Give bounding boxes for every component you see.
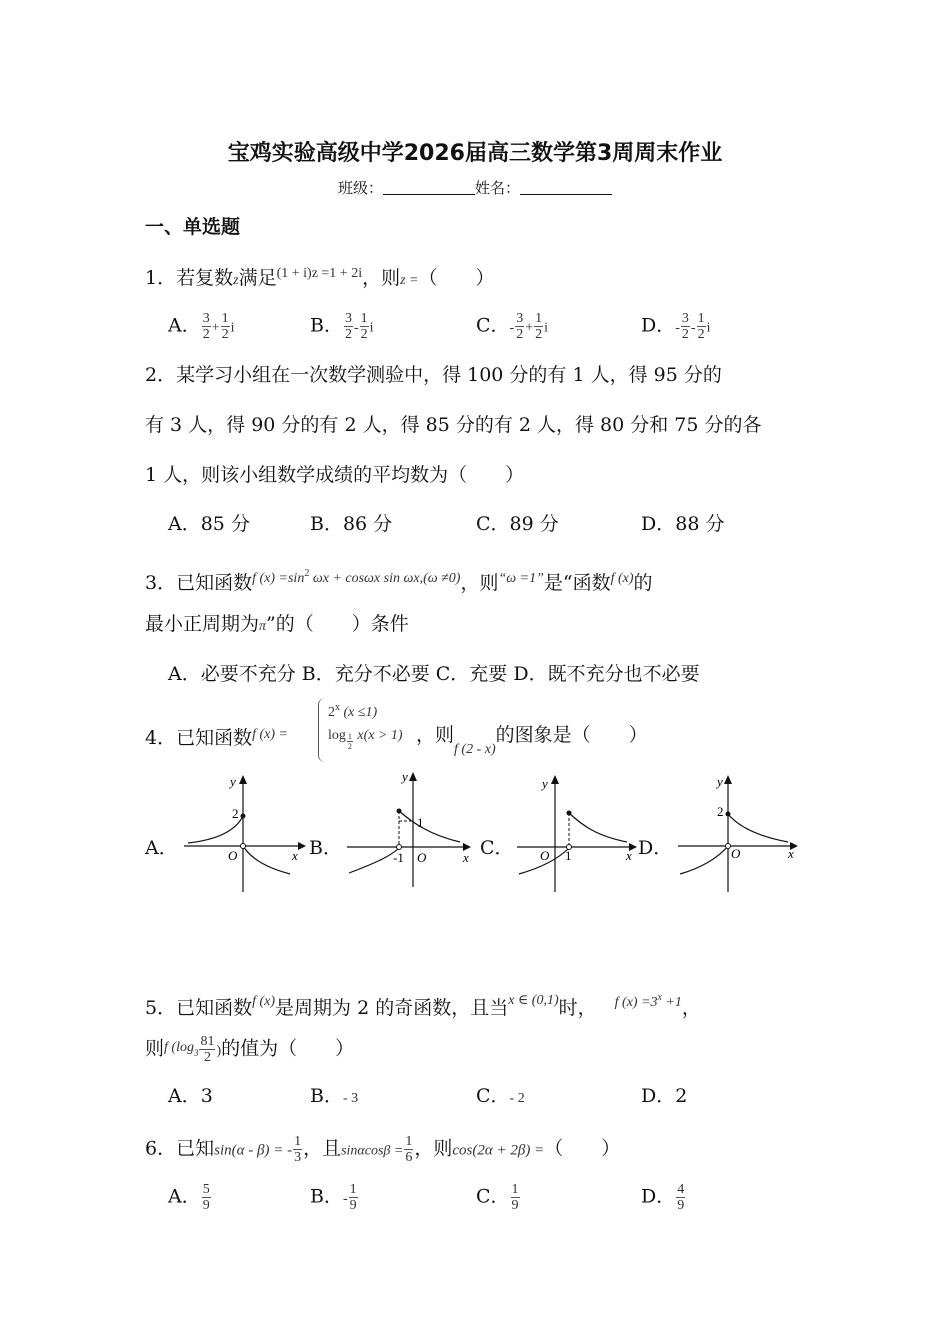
numerator: 3 — [202, 311, 210, 326]
option-c[interactable]: C．89 分 — [476, 513, 559, 535]
q-text: ，则 — [362, 267, 401, 289]
origin-label: O — [731, 846, 741, 861]
math-sign: - — [675, 320, 680, 336]
denominator: 2 — [344, 327, 352, 342]
math-operator: - — [353, 320, 359, 336]
math-fraction — [511, 1182, 520, 1213]
q-text: 已知 — [176, 1137, 215, 1160]
math-fraction — [534, 311, 543, 342]
option-d[interactable]: D．88 分 — [641, 513, 725, 535]
open-point — [726, 844, 731, 849]
q-text: 的 — [633, 572, 653, 594]
math-function-def: f (x) =sin2 ωx + cosωx sin ωx,(ω ≠0) — [252, 568, 461, 586]
numerator: 1 — [535, 311, 543, 326]
question-number: 4． — [145, 727, 177, 749]
graph-c[interactable] — [515, 770, 645, 895]
q-text: ，则 — [460, 572, 499, 594]
curve-right — [399, 811, 460, 842]
option-c[interactable] — [476, 1182, 521, 1213]
math-operator: + — [211, 320, 220, 336]
option-label: D． — [641, 314, 676, 337]
y-axis-arrow-icon — [724, 775, 732, 784]
numerator: 4 — [677, 1182, 685, 1197]
q-text: 最小正周期为 — [145, 613, 260, 635]
option-label: A． — [168, 1185, 201, 1208]
question-2-line-3: 1 人，则该小组数学成绩的平均数为（ ） — [145, 464, 525, 486]
origin-label: O — [228, 848, 238, 863]
option-a[interactable] — [168, 1182, 212, 1213]
math-function: f (x) = — [252, 727, 288, 742]
closed-point — [567, 811, 572, 816]
q-text: （ ） — [418, 267, 495, 289]
option-a[interactable] — [168, 311, 235, 342]
denominator: 2 — [360, 327, 368, 342]
denominator: 2 — [202, 327, 210, 342]
graph-b[interactable] — [345, 765, 475, 890]
q-text: 的值为（ ） — [221, 1037, 355, 1060]
option-c[interactable] — [476, 1083, 525, 1112]
name-label: 姓名： — [475, 179, 521, 197]
option-d[interactable] — [641, 311, 710, 342]
denominator: 2 — [535, 327, 543, 342]
x-label: x — [626, 848, 632, 863]
student-info — [0, 177, 950, 198]
tick-label-neg-1: -1 — [393, 850, 404, 865]
q-text: 则 — [145, 1037, 165, 1060]
numerator: 3 — [344, 311, 352, 326]
math-expression: f (log3 — [164, 1039, 199, 1058]
q-text: 已知函数 — [176, 997, 253, 1019]
numerator: 3 — [516, 311, 524, 326]
option-label: D． — [641, 1185, 676, 1208]
tick-label-2: 2 — [717, 804, 724, 819]
math-expression: sin(α - β) = - — [214, 1142, 293, 1159]
math-expression: sinαcosβ = — [341, 1143, 404, 1159]
q-text: 的图象是（ ） — [495, 724, 648, 746]
q-text: 已知函数 — [176, 572, 253, 594]
origin-label: O — [417, 850, 427, 865]
denominator: 2 — [697, 327, 705, 342]
denominator: 9 — [511, 1198, 519, 1213]
question-3-line-1 — [145, 561, 653, 596]
numerator: 1 — [697, 311, 705, 326]
math-fraction — [202, 1182, 211, 1213]
math-fraction — [202, 311, 211, 342]
option-b[interactable]: B． — [309, 837, 342, 859]
curve-right — [243, 846, 290, 874]
math-sign: - — [509, 320, 515, 336]
denominator: 2 — [221, 327, 229, 342]
q-text: ”的（ ）条件 — [266, 613, 409, 635]
option-c[interactable]: C． — [480, 837, 514, 859]
open-point — [241, 844, 246, 849]
q-text: ，则 — [414, 1137, 453, 1160]
option-b[interactable] — [310, 311, 374, 342]
class-label: 班级： — [337, 179, 383, 197]
option-label: C． — [476, 314, 510, 337]
math-pi: π — [259, 619, 267, 634]
q-text: 时， — [558, 997, 597, 1019]
curve-left — [680, 846, 728, 874]
option-a[interactable]: A．85 分 — [168, 513, 250, 535]
option-d[interactable] — [641, 1182, 686, 1213]
graph-a[interactable] — [180, 770, 310, 895]
denominator: 9 — [677, 1198, 685, 1213]
option-value: - 2 — [509, 1091, 525, 1106]
math-imaginary-unit: i — [544, 320, 549, 336]
origin-label: O — [540, 848, 550, 863]
math-fraction: $\frac{1}{6}$ — [405, 1134, 413, 1165]
math-function: f (2 - x) — [454, 742, 496, 757]
denominator: 2 — [516, 327, 524, 342]
option-label: C． — [476, 1085, 510, 1107]
q-text: 若复数 — [176, 267, 234, 289]
y-axis-arrow-icon — [551, 775, 559, 784]
math-expression: z = — [400, 273, 419, 288]
x-axis-arrow-icon — [298, 842, 306, 850]
question-1 — [145, 261, 495, 294]
y-axis-arrow-icon — [239, 775, 247, 784]
option-value: 2 — [675, 1085, 688, 1107]
q-text: ，则 — [416, 724, 455, 746]
math-sign: - — [342, 1191, 348, 1207]
numerator: 1 — [349, 1182, 357, 1197]
question-number: 1． — [145, 267, 177, 289]
y-label: y — [542, 776, 548, 791]
question-4 — [145, 722, 288, 751]
question-4-tail — [416, 722, 648, 763]
section-heading: 一、单选题 — [145, 216, 241, 238]
q-text: 是“函数 — [543, 572, 611, 594]
math-fraction: $\frac{1}{3}$ — [294, 1134, 302, 1165]
question-3-line-2 — [145, 611, 409, 640]
question-5-line-1 — [145, 985, 701, 1021]
math-fraction — [515, 311, 524, 342]
curve-right — [728, 814, 788, 842]
page-title: 宝鸡实验高级中学2026届高三数学第3周周末作业 — [227, 141, 723, 166]
option-a[interactable]: A． — [145, 837, 178, 859]
q-text: （ ） — [544, 1137, 621, 1160]
option-label: C． — [476, 1185, 510, 1208]
y-axis-arrow-icon — [409, 772, 417, 781]
curve-right — [569, 813, 627, 842]
option-b[interactable]: B．86 分 — [310, 513, 393, 535]
question-2-line-2: 有 3 人，得 90 分的有 2 人，得 85 分的有 2 人，得 80 分和 75 分的各 — [145, 414, 762, 436]
option-d[interactable] — [641, 1083, 687, 1109]
numerator: 5 — [202, 1182, 210, 1197]
option-label: D． — [641, 1085, 676, 1107]
numerator: 1 — [360, 311, 368, 326]
numerator: 1 — [511, 1182, 519, 1197]
math-operator: + — [525, 320, 534, 336]
y-label: y — [230, 774, 236, 789]
math-function: f (x) — [252, 994, 276, 1009]
option-label: B． — [310, 314, 343, 337]
option-value: - 3 — [342, 1091, 359, 1106]
question-5-line-2 — [145, 1034, 354, 1066]
q-text: 满足 — [238, 267, 277, 289]
option-b[interactable] — [310, 1182, 359, 1213]
closed-point — [241, 814, 246, 819]
closed-point — [397, 809, 402, 814]
question-6 — [145, 1134, 620, 1165]
tick-label-2: 2 — [232, 806, 239, 821]
math-paren: ) — [216, 1043, 222, 1059]
option-label: A． — [168, 1085, 201, 1107]
q-text: 是周期为 2 的奇函数，且当 — [275, 997, 509, 1019]
q-text: ， — [681, 997, 701, 1019]
x-label: x — [463, 850, 469, 865]
question-number: 3． — [145, 572, 177, 594]
tick-label-1: 1 — [565, 848, 572, 863]
math-fraction — [697, 311, 706, 342]
x-label: x — [292, 848, 298, 863]
name-blank[interactable] — [520, 180, 612, 195]
option-value: 3 — [200, 1085, 213, 1107]
question-number: 6． — [145, 1137, 177, 1160]
math-condition: x ∈ (0,1) — [508, 993, 559, 1008]
math-function-def: f (x) =3x +1 — [614, 992, 682, 1010]
math-imaginary-unit: i — [369, 320, 374, 336]
option-label: B． — [310, 1085, 343, 1107]
denominator: 9 — [202, 1198, 210, 1213]
question-2-line-1: 2．某学习小组在一次数学测验中，得 100 分的有 1 人，得 95 分的 — [145, 364, 722, 386]
piecewise-case-2: log $\frac{1}{2}$ x(x > 1) — [328, 728, 403, 751]
math-imaginary-unit: i — [230, 320, 235, 336]
math-fraction — [344, 311, 353, 342]
math-var: z — [233, 273, 239, 288]
option-b[interactable] — [310, 1083, 358, 1112]
question-3-options[interactable]: A．必要不充分 B．充分不必要 C．充要 D．既不充分也不必要 — [168, 663, 700, 685]
option-label: B． — [310, 1185, 343, 1208]
piecewise-case-1: 2$^x$ (x ≤1) — [328, 702, 378, 720]
numerator: 3 — [681, 311, 689, 326]
option-label: A． — [168, 314, 201, 337]
math-expression: cos(2α + 2β) = — [452, 1142, 545, 1159]
denominator: 2 — [681, 327, 689, 342]
y-label: y — [717, 774, 723, 789]
x-label: x — [788, 846, 794, 861]
denominator: 9 — [349, 1198, 357, 1213]
numerator: 1 — [221, 311, 229, 326]
math-fraction — [676, 1182, 685, 1213]
math-imaginary-unit: i — [706, 320, 711, 336]
math-function: f (x) — [610, 571, 634, 586]
tick-label-1: 1 — [417, 815, 424, 830]
math-operator: - — [690, 320, 696, 336]
math-condition: “ω =1” — [498, 571, 544, 586]
class-blank[interactable] — [383, 180, 475, 195]
graph-d[interactable] — [676, 770, 806, 895]
q-text: 已知函数 — [176, 727, 253, 749]
option-d[interactable]: D． — [638, 837, 673, 859]
math-fraction — [221, 311, 230, 342]
math-fraction — [349, 1182, 358, 1213]
question-number: 5． — [145, 997, 177, 1019]
open-point — [397, 845, 402, 850]
math-fraction: $\frac{81}{2}$ — [200, 1034, 215, 1065]
option-a[interactable] — [168, 1083, 213, 1109]
math-fraction — [360, 311, 369, 342]
option-c[interactable] — [476, 311, 548, 342]
curve-left — [349, 848, 399, 873]
piecewise-brace — [318, 698, 325, 762]
math-fraction — [681, 311, 690, 342]
closed-point — [726, 812, 731, 817]
q-text: ，且 — [303, 1137, 342, 1160]
y-label: y — [402, 769, 408, 784]
math-equation: (1 + i)z =1 + 2i — [276, 266, 363, 281]
